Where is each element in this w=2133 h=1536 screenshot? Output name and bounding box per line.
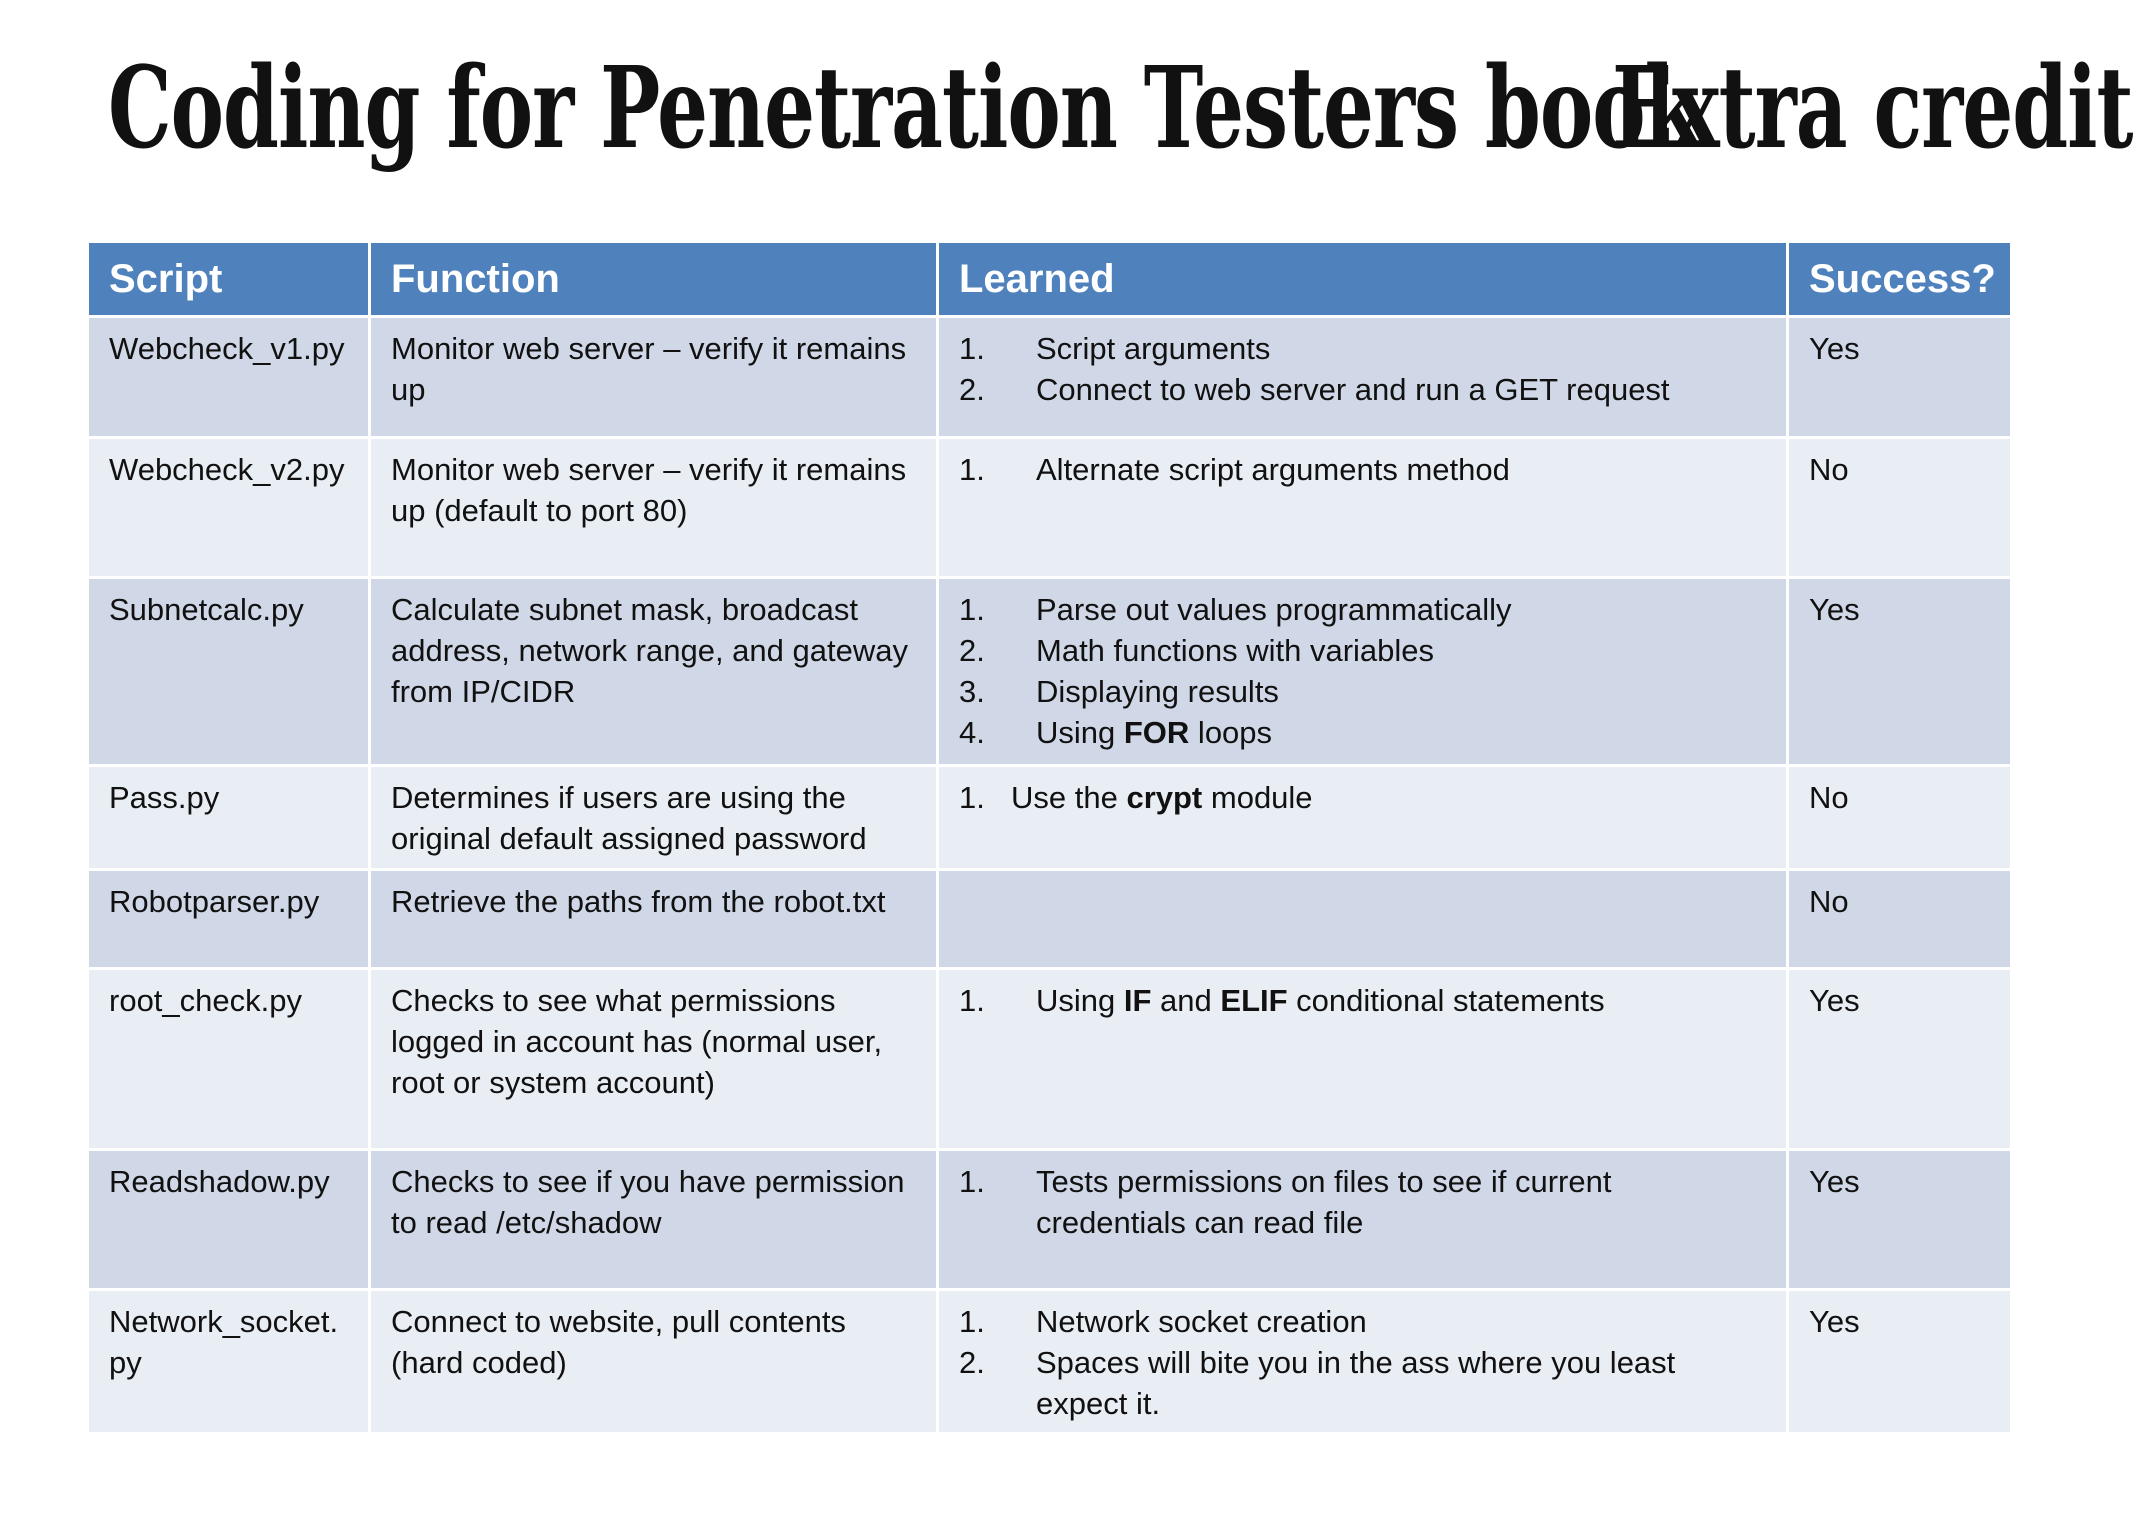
list-item: 3. Displaying results <box>959 674 1279 709</box>
script-cell: Readshadow.py <box>88 1150 370 1290</box>
script-cell: root_check.py <box>88 969 370 1150</box>
learned-list <box>959 1161 1766 1243</box>
learned-cell <box>938 317 1788 438</box>
script-cell: Webcheck_v1.py <box>88 317 370 438</box>
list-item: 1. Using IF and ELIF conditional statements <box>959 983 1605 1018</box>
function-cell: Checks to see if you have permission to read /etc/shadow <box>370 1150 938 1290</box>
learned-list <box>959 589 1766 753</box>
header-success: Success? <box>1788 242 2012 317</box>
scripts-table <box>86 240 2013 1435</box>
function-cell: Determines if users are using the original default assigned password <box>370 766 938 870</box>
success-cell: Yes <box>1788 578 2012 766</box>
function-cell: Monitor web server – verify it remains up (default to port 80) <box>370 438 938 578</box>
success-cell: No <box>1788 766 2012 870</box>
slide-subtitle: Extra credit <box>1612 42 2133 174</box>
script-cell: Pass.py <box>88 766 370 870</box>
table-row <box>88 317 2012 438</box>
header-function: Function <box>370 242 938 317</box>
list-item: 1. Network socket creation <box>959 1304 1367 1339</box>
script-cell: Webcheck_v2.py <box>88 438 370 578</box>
success-cell: Yes <box>1788 1290 2012 1434</box>
slide-title: Coding for Penetration Testers book <box>108 42 1699 174</box>
success-cell: Yes <box>1788 317 2012 438</box>
list-item: 1. Tests permissions on files to see if current credentials can read file <box>959 1164 1612 1240</box>
learned-cell <box>938 870 1788 969</box>
function-cell: Calculate subnet mask, broadcast address, network range, and gateway from IP/CIDR <box>370 578 938 766</box>
list-item: 4. Using FOR loops <box>959 715 1273 750</box>
success-cell: No <box>1788 870 2012 969</box>
table-row <box>88 766 2012 870</box>
script-cell: Network_socket. py <box>88 1290 370 1434</box>
success-cell: Yes <box>1788 1150 2012 1290</box>
table-row <box>88 870 2012 969</box>
table-row <box>88 578 2012 766</box>
list-item: 2. Math functions with variables <box>959 633 1435 668</box>
script-cell: Subnetcalc.py <box>88 578 370 766</box>
learned-cell <box>938 969 1788 1150</box>
learned-list <box>959 1301 1766 1424</box>
list-item: 1. Alternate script arguments method <box>959 452 1510 487</box>
function-cell: Monitor web server – verify it remains up <box>370 317 938 438</box>
list-item: 2. Spaces will bite you in the ass where you least expect it. <box>959 1345 1676 1421</box>
learned-cell <box>938 766 1788 870</box>
learned-cell <box>938 578 1788 766</box>
learned-cell <box>938 1150 1788 1290</box>
success-cell: Yes <box>1788 969 2012 1150</box>
list-item: 1. Script arguments <box>959 331 1271 366</box>
table-row <box>88 1290 2012 1434</box>
header-learned: Learned <box>938 242 1788 317</box>
table-row <box>88 1150 2012 1290</box>
function-cell: Connect to website, pull contents (hard coded) <box>370 1290 938 1434</box>
list-item: 1. Parse out values programmatically <box>959 592 1512 627</box>
header-script: Script <box>88 242 370 317</box>
learned-list <box>959 328 1766 410</box>
table-row <box>88 969 2012 1150</box>
learned-cell <box>938 1290 1788 1434</box>
function-cell: Retrieve the paths from the robot.txt <box>370 870 938 969</box>
list-item: 2. Connect to web server and run a GET request <box>959 372 1670 407</box>
learned-list <box>959 777 1766 818</box>
table-row <box>88 438 2012 578</box>
learned-list <box>959 980 1766 1021</box>
success-cell: No <box>1788 438 2012 578</box>
function-cell: Checks to see what permissions logged in account has (normal user, root or system account) <box>370 969 938 1150</box>
learned-cell <box>938 438 1788 578</box>
table-header-row <box>88 242 2012 317</box>
list-item: 1. Use the crypt module <box>959 780 1313 815</box>
script-cell: Robotparser.py <box>88 870 370 969</box>
learned-list <box>959 449 1766 490</box>
